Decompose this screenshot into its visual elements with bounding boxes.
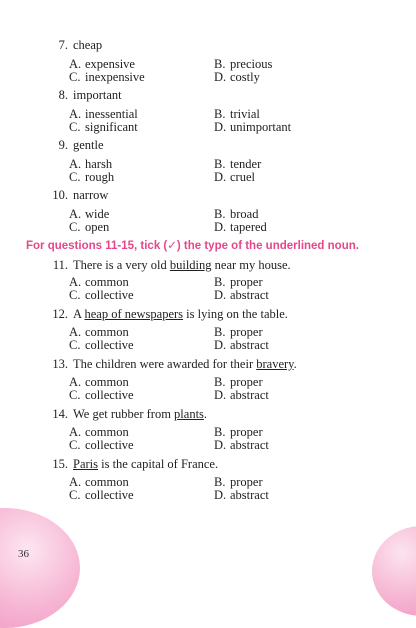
question-number: 7. bbox=[58, 38, 68, 52]
option-d[interactable]: D. abstract bbox=[214, 488, 269, 502]
option-b[interactable]: B. broad bbox=[214, 207, 259, 221]
underlined-noun: bravery bbox=[256, 357, 294, 371]
section-instruction: For questions 11-15, tick (✓) the type of the underlined noun. bbox=[26, 240, 359, 252]
option-b[interactable]: B. proper bbox=[214, 425, 263, 439]
option-d[interactable]: D. cruel bbox=[214, 170, 255, 184]
question-number: 15. bbox=[52, 457, 68, 471]
question-14: 14. We get rubber from plants. bbox=[50, 407, 207, 422]
option-c[interactable]: C. collective bbox=[69, 438, 134, 452]
option-d[interactable]: D. unimportant bbox=[214, 120, 292, 134]
option-b[interactable]: B. proper bbox=[214, 275, 263, 289]
question-11: 11. There is a very old building near my house. bbox=[50, 258, 291, 273]
option-a[interactable]: A. expensive bbox=[69, 57, 135, 71]
option-d[interactable]: D. costly bbox=[214, 70, 260, 84]
option-c[interactable]: C. inexpensive bbox=[69, 70, 145, 84]
question-9 bbox=[50, 138, 104, 153]
question-12: 12. A heap of newspapers is lying on the table. bbox=[50, 307, 288, 322]
option-a[interactable]: A. common bbox=[69, 275, 129, 289]
option-a[interactable]: A. common bbox=[69, 425, 129, 439]
question-word: important bbox=[73, 88, 122, 102]
option-c[interactable]: C. open bbox=[69, 220, 110, 234]
question-number: 9. bbox=[58, 138, 68, 152]
option-a[interactable]: A. common bbox=[69, 475, 129, 489]
question-number: 13. bbox=[52, 357, 68, 371]
option-b[interactable]: B. precious bbox=[214, 57, 273, 71]
option-c[interactable]: C. collective bbox=[69, 338, 134, 352]
option-c[interactable]: C. significant bbox=[69, 120, 138, 134]
question-word: narrow bbox=[73, 188, 109, 202]
option-d[interactable]: D. abstract bbox=[214, 388, 269, 402]
underlined-noun: Paris bbox=[73, 457, 98, 471]
question-15: 15. Paris is the capital of France. bbox=[50, 457, 218, 472]
question-10 bbox=[50, 188, 108, 203]
option-a[interactable]: A. wide bbox=[69, 207, 110, 221]
option-c[interactable]: C. collective bbox=[69, 288, 134, 302]
option-c[interactable]: C. rough bbox=[69, 170, 115, 184]
option-d[interactable]: D. tapered bbox=[214, 220, 267, 234]
question-number: 11. bbox=[52, 258, 68, 272]
underlined-noun: building bbox=[169, 258, 212, 272]
option-d[interactable]: D. abstract bbox=[214, 338, 269, 352]
option-d[interactable]: D. abstract bbox=[214, 288, 269, 302]
underlined-noun: plants bbox=[174, 407, 204, 421]
question-7 bbox=[50, 38, 102, 53]
option-c[interactable]: C. collective bbox=[69, 488, 134, 502]
page-number: 36 bbox=[18, 548, 29, 560]
option-b[interactable]: B. trivial bbox=[214, 107, 260, 121]
option-b[interactable]: B. proper bbox=[214, 475, 263, 489]
question-8 bbox=[50, 88, 122, 103]
question-number: 10. bbox=[52, 188, 68, 202]
option-d[interactable]: D. abstract bbox=[214, 438, 269, 452]
option-b[interactable]: B. proper bbox=[214, 325, 263, 339]
question-13: 13. The children were awarded for their bravery. bbox=[50, 357, 297, 372]
option-b[interactable]: B. proper bbox=[214, 375, 263, 389]
option-b[interactable]: B. tender bbox=[214, 157, 262, 171]
underlined-noun: heap of newspapers bbox=[84, 307, 184, 321]
question-number: 14. bbox=[52, 407, 68, 421]
question-word: gentle bbox=[73, 138, 104, 152]
option-a[interactable]: A. harsh bbox=[69, 157, 113, 171]
option-a[interactable]: A. common bbox=[69, 375, 129, 389]
page-corner-decoration-right bbox=[372, 526, 416, 616]
question-number: 8. bbox=[58, 88, 68, 102]
question-word: cheap bbox=[73, 38, 103, 52]
question-number: 12. bbox=[52, 307, 68, 321]
option-c[interactable]: C. collective bbox=[69, 388, 134, 402]
option-a[interactable]: A. common bbox=[69, 325, 129, 339]
page-corner-decoration-left bbox=[0, 508, 80, 628]
option-a[interactable]: A. inessential bbox=[69, 107, 138, 121]
